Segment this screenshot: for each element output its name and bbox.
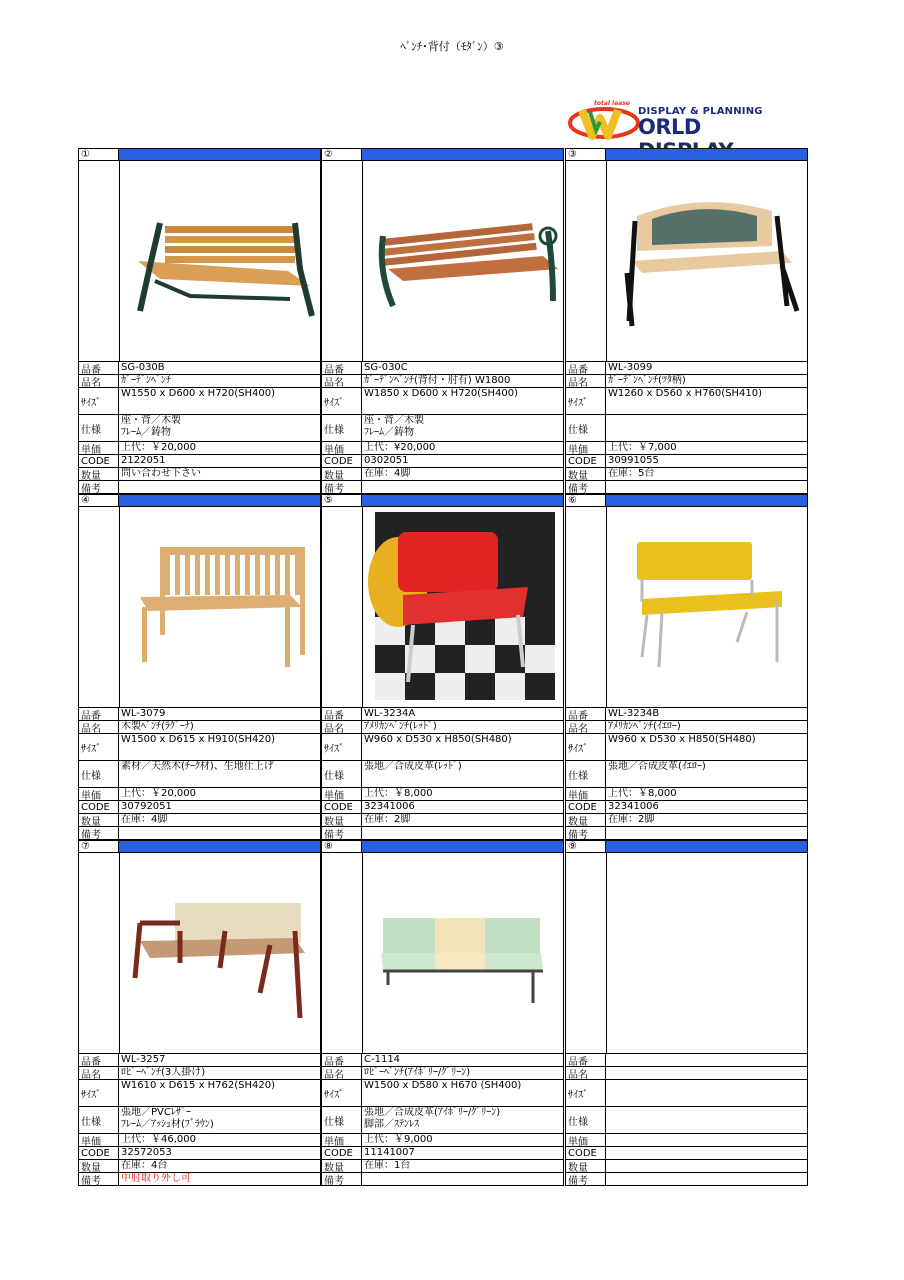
label-shiyou: 仕様	[322, 415, 362, 441]
label-bikou: 備考	[322, 481, 362, 493]
label-tanka: 単価	[566, 788, 606, 800]
label-hinban: 品番	[566, 1054, 606, 1066]
row-shiyou	[321, 1107, 564, 1134]
value-code: 11141007	[364, 1147, 415, 1158]
item-header	[321, 840, 564, 853]
value-suuryou: 問い合わせ下さい	[121, 468, 201, 479]
row-suuryou	[321, 1160, 564, 1173]
row-size	[78, 1080, 321, 1107]
value-size: W1500 x D615 x H910(SH420)	[121, 734, 276, 745]
value-suuryou: 在庫：2脚	[608, 814, 655, 825]
label-shiyou: 仕様	[322, 761, 362, 787]
value-hinban: WL-3234B	[608, 708, 660, 719]
row-tanka	[321, 1134, 564, 1147]
label-shiyou: 仕様	[566, 1107, 606, 1133]
value-tanka: 上代：￥9,000	[364, 1134, 433, 1145]
product-photo	[321, 161, 564, 362]
bench-image	[120, 507, 322, 707]
bench-image	[607, 507, 809, 707]
row-code	[78, 801, 321, 814]
row-hinban	[78, 362, 321, 375]
row-suuryou	[565, 1160, 808, 1173]
value-shiyou: 座・背／木製 ﾌﾚｰﾑ／鋳物	[364, 415, 424, 438]
label-bikou: 備考	[566, 1173, 606, 1185]
label-code: CODE	[79, 801, 119, 813]
value-suuryou: 在庫：1台	[364, 1160, 411, 1171]
row-suuryou	[321, 814, 564, 827]
label-size: ｻｲｽﾞ	[322, 1080, 362, 1106]
row-hinban	[321, 708, 564, 721]
spec-rows	[78, 1054, 321, 1186]
label-suuryou: 数量	[79, 468, 119, 480]
row-bikou	[78, 481, 321, 494]
label-shiyou: 仕様	[566, 761, 606, 787]
label-size: ｻｲｽﾞ	[566, 388, 606, 414]
row-shiyou	[321, 415, 564, 442]
row-bikou	[78, 827, 321, 840]
row-hinban	[565, 1054, 808, 1067]
product-photo	[78, 161, 321, 362]
header-bar	[606, 841, 807, 852]
label-tanka: 単価	[566, 1134, 606, 1146]
label-suuryou: 数量	[322, 468, 362, 480]
value-tanka: 上代：￥20,000	[121, 442, 196, 453]
row-suuryou	[321, 468, 564, 481]
label-tanka: 単価	[566, 442, 606, 454]
label-code: CODE	[322, 455, 362, 467]
row-size	[321, 1080, 564, 1107]
product-row-block	[78, 148, 808, 494]
row-hinmei	[321, 1067, 564, 1080]
value-shiyou: 張地／合成皮革(ｱｲﾎﾞﾘｰ/ｸﾞﾘｰﾝ) 脚部／ｽﾃﾝﾚｽ	[364, 1107, 501, 1130]
bench-image	[363, 161, 565, 361]
row-size	[565, 388, 808, 415]
label-size: ｻｲｽﾞ	[79, 388, 119, 414]
value-hinban: SG-030C	[364, 362, 408, 373]
bench-image	[607, 161, 809, 361]
product-cell	[565, 840, 808, 1186]
row-code	[78, 1147, 321, 1160]
header-bar	[606, 495, 807, 506]
header-bar	[119, 841, 320, 852]
value-hinban: WL-3257	[121, 1054, 166, 1065]
label-hinban: 品番	[566, 362, 606, 374]
row-suuryou	[78, 468, 321, 481]
label-hinban: 品番	[322, 1054, 362, 1066]
value-code: 2122051	[121, 455, 166, 466]
product-photo	[78, 853, 321, 1054]
row-suuryou	[78, 814, 321, 827]
header-bar	[606, 149, 807, 160]
label-shiyou: 仕様	[79, 761, 119, 787]
row-tanka	[78, 788, 321, 801]
label-hinmei: 品名	[322, 1067, 362, 1079]
label-code: CODE	[79, 1147, 119, 1159]
label-tanka: 単価	[79, 442, 119, 454]
label-tanka: 単価	[322, 1134, 362, 1146]
product-photo	[565, 507, 808, 708]
label-suuryou: 数量	[566, 468, 606, 480]
value-tanka: 上代：￥7,000	[608, 442, 677, 453]
value-tanka: 上代：¥20,000	[364, 442, 436, 453]
spec-rows	[565, 708, 808, 840]
item-number: ①	[79, 149, 119, 160]
label-bikou: 備考	[322, 827, 362, 839]
product-cell	[78, 494, 321, 840]
value-hinmei: ﾛﾋﾞｰﾍﾞﾝﾁ(ｱｲﾎﾞﾘｰ/ｸﾞﾘｰﾝ)	[364, 1067, 471, 1078]
label-suuryou: 数量	[79, 814, 119, 826]
row-code	[321, 1147, 564, 1160]
item-header	[78, 148, 321, 161]
header-bar	[362, 841, 563, 852]
product-photo	[565, 161, 808, 362]
row-tanka	[78, 1134, 321, 1147]
value-size: W1850 x D600 x H720(SH400)	[364, 388, 519, 399]
label-size: ｻｲｽﾞ	[566, 734, 606, 760]
label-hinmei: 品名	[566, 721, 606, 733]
row-tanka	[565, 1134, 808, 1147]
label-size: ｻｲｽﾞ	[322, 388, 362, 414]
label-size: ｻｲｽﾞ	[566, 1080, 606, 1106]
item-number: ③	[566, 149, 606, 160]
product-photo	[565, 853, 808, 1054]
row-hinmei	[78, 375, 321, 388]
row-hinban	[321, 362, 564, 375]
row-size	[565, 734, 808, 761]
row-hinmei	[321, 721, 564, 734]
bench-image	[120, 853, 322, 1053]
value-hinban: WL-3099	[608, 362, 653, 373]
value-hinmei: ｱﾒﾘｶﾝﾍﾞﾝﾁ(ﾚｯﾄﾞ)	[364, 721, 437, 732]
product-cell	[321, 148, 564, 494]
product-grid	[78, 148, 808, 1186]
row-size	[78, 388, 321, 415]
label-tanka: 単価	[322, 442, 362, 454]
label-bikou: 備考	[79, 827, 119, 839]
value-suuryou: 在庫：4脚	[364, 468, 411, 479]
label-hinmei: 品名	[566, 375, 606, 387]
value-code: 32341006	[608, 801, 659, 812]
row-hinban	[321, 1054, 564, 1067]
label-bikou: 備考	[79, 481, 119, 493]
row-hinban	[78, 1054, 321, 1067]
row-tanka	[565, 788, 808, 801]
row-code	[321, 455, 564, 468]
world-display-logo	[568, 100, 804, 144]
row-code	[565, 455, 808, 468]
value-hinmei: ﾛﾋﾞｰﾍﾞﾝﾁ(3人掛け)	[121, 1067, 206, 1078]
spec-rows	[565, 1054, 808, 1186]
product-row-block	[78, 840, 808, 1186]
value-shiyou: 張地／合成皮革(ﾚｯﾄﾞ)	[364, 761, 462, 772]
item-header	[78, 840, 321, 853]
label-shiyou: 仕様	[79, 1107, 119, 1133]
row-hinban	[565, 708, 808, 721]
label-hinmei: 品名	[566, 1067, 606, 1079]
row-shiyou	[565, 415, 808, 442]
value-suuryou: 在庫：2脚	[364, 814, 411, 825]
row-suuryou	[565, 468, 808, 481]
label-size: ｻｲｽﾞ	[322, 734, 362, 760]
row-tanka	[321, 788, 564, 801]
label-code: CODE	[566, 801, 606, 813]
item-number: ⑨	[566, 841, 606, 852]
row-hinmei	[565, 721, 808, 734]
label-suuryou: 数量	[566, 814, 606, 826]
product-cell	[565, 494, 808, 840]
value-hinmei: ｶﾞｰﾃﾞﾝﾍﾞﾝﾁ	[121, 375, 171, 386]
row-size	[565, 1080, 808, 1107]
product-row-block	[78, 494, 808, 840]
label-size: ｻｲｽﾞ	[79, 734, 119, 760]
value-size: W1260 x D560 x H760(SH410)	[608, 388, 763, 399]
item-header	[321, 148, 564, 161]
value-hinban: WL-3079	[121, 708, 166, 719]
value-code: 32341006	[364, 801, 415, 812]
value-code: 32572053	[121, 1147, 172, 1158]
value-bikou: 中肘取り外し可	[121, 1173, 191, 1184]
label-hinban: 品番	[79, 362, 119, 374]
logo-line2: ORLD	[638, 115, 701, 139]
product-photo	[321, 853, 564, 1054]
row-bikou	[321, 827, 564, 840]
row-shiyou	[78, 415, 321, 442]
value-suuryou: 在庫：4台	[121, 1160, 168, 1171]
product-cell	[78, 148, 321, 494]
bench-image	[363, 853, 565, 1053]
value-size: W1610 x D615 x H762(SH420)	[121, 1080, 276, 1091]
value-shiyou: 張地／合成皮革(ｲｴﾛｰ)	[608, 761, 706, 772]
spec-rows	[321, 362, 564, 494]
row-hinban	[78, 708, 321, 721]
label-code: CODE	[322, 1147, 362, 1159]
value-hinban: SG-030B	[121, 362, 165, 373]
header-bar	[119, 149, 320, 160]
item-header	[565, 840, 808, 853]
spec-rows	[78, 708, 321, 840]
item-number: ④	[79, 495, 119, 506]
label-shiyou: 仕様	[566, 415, 606, 441]
item-number: ⑧	[322, 841, 362, 852]
product-cell	[78, 840, 321, 1186]
row-size	[78, 734, 321, 761]
value-suuryou: 在庫：4脚	[121, 814, 168, 825]
row-tanka	[321, 442, 564, 455]
label-hinban: 品番	[566, 708, 606, 720]
header-bar	[119, 495, 320, 506]
label-bikou: 備考	[79, 1173, 119, 1185]
bench-image	[363, 507, 565, 707]
row-shiyou	[78, 761, 321, 788]
value-tanka: 上代：￥20,000	[121, 788, 196, 799]
row-code	[565, 801, 808, 814]
row-suuryou	[565, 814, 808, 827]
value-shiyou: 張地／PVCﾚｻﾞｰ ﾌﾚｰﾑ／ｱｯｼｭ材(ﾌﾞﾗｳﾝ)	[121, 1107, 214, 1130]
label-code: CODE	[79, 455, 119, 467]
row-size	[321, 388, 564, 415]
value-hinban: C-1114	[364, 1054, 401, 1065]
label-hinmei: 品名	[322, 375, 362, 387]
value-shiyou: 素材／天然木(ﾁｰｸ材)、生地仕上げ	[121, 761, 274, 772]
row-shiyou	[565, 761, 808, 788]
item-number: ⑥	[566, 495, 606, 506]
label-hinmei: 品名	[79, 375, 119, 387]
row-bikou	[565, 481, 808, 494]
bench-image	[120, 161, 322, 361]
page-title: ﾍﾞﾝﾁ･背付（ﾓﾀﾞﾝ）③	[400, 40, 504, 53]
label-suuryou: 数量	[79, 1160, 119, 1172]
row-code	[78, 455, 321, 468]
w-logo-icon	[568, 104, 640, 140]
label-size: ｻｲｽﾞ	[79, 1080, 119, 1106]
label-suuryou: 数量	[566, 1160, 606, 1172]
row-hinmei	[78, 1067, 321, 1080]
row-hinmei	[565, 1067, 808, 1080]
item-header	[321, 494, 564, 507]
label-bikou: 備考	[566, 481, 606, 493]
label-shiyou: 仕様	[79, 415, 119, 441]
row-bikou	[78, 1173, 321, 1186]
label-bikou: 備考	[566, 827, 606, 839]
row-hinmei	[565, 375, 808, 388]
value-size: W1550 x D600 x H720(SH400)	[121, 388, 276, 399]
label-hinban: 品番	[322, 362, 362, 374]
row-bikou	[565, 827, 808, 840]
label-code: CODE	[566, 455, 606, 467]
logo-tagline: total lease	[594, 100, 630, 107]
value-size: W960 x D530 x H850(SH480)	[364, 734, 512, 745]
row-shiyou	[565, 1107, 808, 1134]
product-cell	[321, 840, 564, 1186]
value-suuryou: 在庫：5台	[608, 468, 655, 479]
row-hinmei	[321, 375, 564, 388]
value-shiyou: 座・背／木製 ﾌﾚｰﾑ／鋳物	[121, 415, 181, 438]
product-cell	[565, 148, 808, 494]
label-tanka: 単価	[79, 1134, 119, 1146]
spec-rows	[321, 708, 564, 840]
label-suuryou: 数量	[322, 814, 362, 826]
spec-rows	[565, 362, 808, 494]
label-hinban: 品番	[79, 1054, 119, 1066]
item-number: ⑤	[322, 495, 362, 506]
item-header	[78, 494, 321, 507]
value-hinmei: 木製ﾍﾞﾝﾁ(ﾗｸﾞｰﾅ)	[121, 721, 194, 732]
value-tanka: 上代：￥8,000	[364, 788, 433, 799]
value-code: 30991055	[608, 455, 659, 466]
row-code	[321, 801, 564, 814]
value-code: 30792051	[121, 801, 172, 812]
value-tanka: 上代：￥46,000	[121, 1134, 196, 1145]
label-tanka: 単価	[322, 788, 362, 800]
row-shiyou	[78, 1107, 321, 1134]
label-hinban: 品番	[322, 708, 362, 720]
item-header	[565, 148, 808, 161]
row-bikou	[565, 1173, 808, 1186]
item-number: ②	[322, 149, 362, 160]
label-hinmei: 品名	[322, 721, 362, 733]
product-photo	[321, 507, 564, 708]
header-bar	[362, 495, 563, 506]
row-tanka	[565, 442, 808, 455]
row-bikou	[321, 1173, 564, 1186]
label-shiyou: 仕様	[322, 1107, 362, 1133]
row-bikou	[321, 481, 564, 494]
label-hinmei: 品名	[79, 721, 119, 733]
label-code: CODE	[566, 1147, 606, 1159]
value-hinmei: ｶﾞｰﾃﾞﾝﾍﾞﾝﾁ(ﾂﾀ柄)	[608, 375, 686, 386]
value-tanka: 上代：￥8,000	[608, 788, 677, 799]
label-bikou: 備考	[322, 1173, 362, 1185]
row-hinban	[565, 362, 808, 375]
spec-rows	[321, 1054, 564, 1186]
product-cell	[321, 494, 564, 840]
header-bar	[362, 149, 563, 160]
row-suuryou	[78, 1160, 321, 1173]
row-tanka	[78, 442, 321, 455]
value-hinmei: ｱﾒﾘｶﾝﾍﾞﾝﾁ(ｲｴﾛｰ)	[608, 721, 681, 732]
label-code: CODE	[322, 801, 362, 813]
label-hinban: 品番	[79, 708, 119, 720]
product-photo	[78, 507, 321, 708]
label-tanka: 単価	[79, 788, 119, 800]
value-code: 0302051	[364, 455, 409, 466]
row-code	[565, 1147, 808, 1160]
value-size: W1500 x D580 x H670 (SH400)	[364, 1080, 522, 1091]
value-hinban: WL-3234A	[364, 708, 416, 719]
spec-rows	[78, 362, 321, 494]
row-shiyou	[321, 761, 564, 788]
item-header	[565, 494, 808, 507]
logo-line1: DISPLAY & PLANNING	[638, 106, 763, 117]
row-size	[321, 734, 564, 761]
item-number: ⑦	[79, 841, 119, 852]
value-hinmei: ｶﾞｰﾃﾞﾝﾍﾞﾝﾁ(背付・肘有) W1800	[364, 375, 511, 386]
label-suuryou: 数量	[322, 1160, 362, 1172]
label-hinmei: 品名	[79, 1067, 119, 1079]
value-size: W960 x D530 x H850(SH480)	[608, 734, 756, 745]
row-hinmei	[78, 721, 321, 734]
